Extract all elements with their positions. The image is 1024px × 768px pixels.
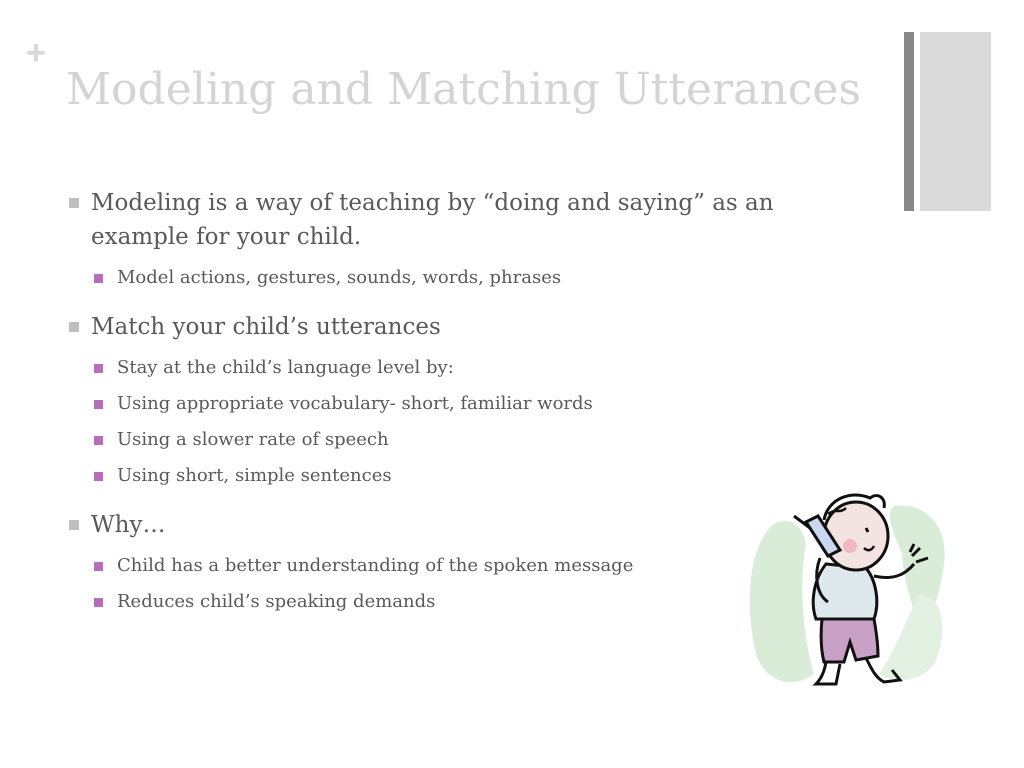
accent-bar-light: [920, 32, 991, 211]
square-bullet-icon: [94, 562, 103, 571]
sub-bullet-text: Child has a better understanding of the spoken message: [117, 555, 634, 576]
square-bullet-icon: [94, 400, 103, 409]
square-bullet-icon: [94, 364, 103, 373]
sub-bullet: [66, 428, 866, 452]
square-bullet-icon: [94, 436, 103, 445]
square-bullet-icon: [94, 472, 103, 481]
sub-bullet: [66, 266, 866, 290]
bullet-text: Modeling is a way of teaching by “doing and saying” as an example for your child.: [91, 190, 774, 250]
plus-decoration: +: [26, 34, 46, 72]
square-bullet-icon: [94, 598, 103, 607]
slide-title: Modeling and Matching Utterances: [66, 64, 861, 115]
bullet-text: Why…: [91, 512, 166, 538]
accent-bar-dark: [904, 32, 914, 211]
bullet-match: [66, 310, 866, 344]
sub-bullet-text: Stay at the child’s language level by:: [117, 357, 454, 378]
sub-bullet-text: Using appropriate vocabulary- short, familiar words: [117, 393, 593, 414]
bullet-modeling: [66, 186, 866, 254]
sub-bullet: [66, 392, 866, 416]
square-bullet-icon: [69, 198, 79, 208]
child-on-phone-illustration: [744, 484, 960, 694]
bullet-text: Match your child’s utterances: [91, 314, 441, 340]
square-bullet-icon: [94, 274, 103, 283]
sub-bullet-text: Reduces child’s speaking demands: [117, 591, 436, 612]
square-bullet-icon: [69, 520, 79, 530]
sub-bullet-text: Using short, simple sentences: [117, 465, 392, 486]
sub-bullet-text: Model actions, gestures, sounds, words, phrases: [117, 267, 562, 288]
sub-bullet-text: Using a slower rate of speech: [117, 429, 389, 450]
square-bullet-icon: [69, 322, 79, 332]
sub-bullet: [66, 356, 866, 380]
